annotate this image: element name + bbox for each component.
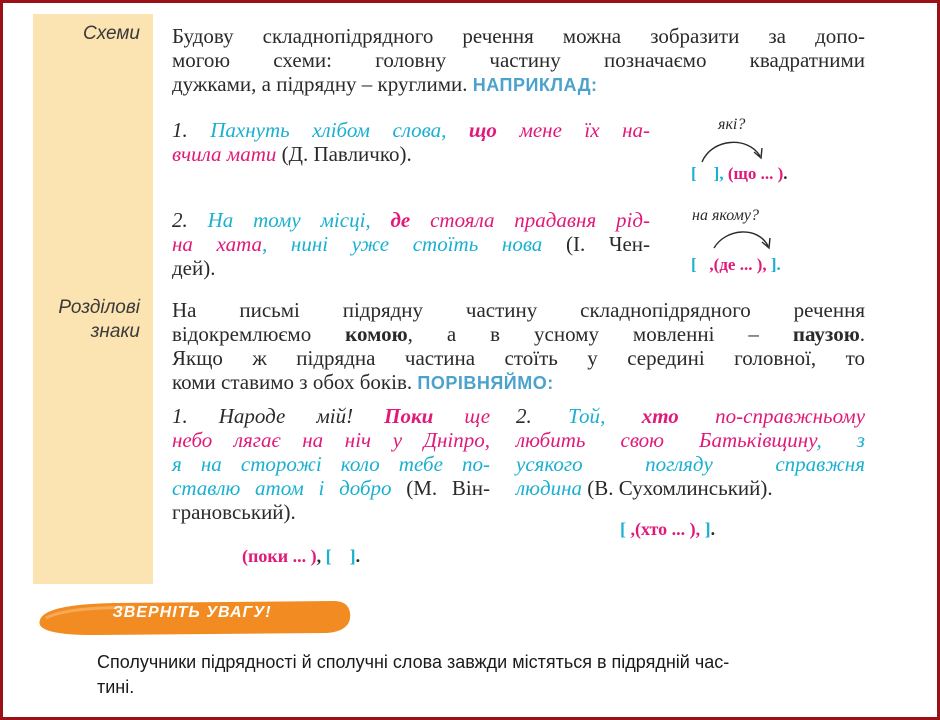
compare-example-2: 2. Той, хто по-справжньому любить свою Батьківщину, з усякого поглядy справжня людина (В. Сухомлинський). [516,404,866,500]
scheme-1: [ ], (що ... ). [691,164,788,183]
question-label-2: на якому? [692,207,759,224]
scheme-2: [ ,(де ... ), ]. [691,255,781,274]
keyword-compare: ПОРІВНЯЙМО: [417,373,554,393]
attention-banner-title: ЗВЕРНІТЬ УВАГУ! [112,604,272,621]
compare-scheme-1: (поки ... ), [ ]. [242,546,361,566]
compare-scheme-2: [ ,(хто ... ), ]. [620,519,716,539]
keyword-example: НАПРИКЛАД: [472,75,598,95]
arc-arrow-1 [700,136,770,166]
schemes-intro: Будову складнопідрядного речення можна зобразити за допо- могою схеми: головну частину позначаємо квадратними дужками, а підрядну – круглими. НАПРИКЛАД: [172,24,865,96]
compare-example-1: 1. Народе мій! Поки ще небо лягає на ніч у Дніпро, я на сторожі коло тебе по- ставлю атом і добро (М. Він- грановський). [172,404,491,524]
scheme-example-1: 1. Пахнуть хлібом слова, що мене їх на- вчила мати (Д. Павличко). [172,118,650,166]
attention-note: Сполучники підрядності й сполучні слова завжди містяться в підрядній час- тині. [97,652,730,697]
punctuation-paragraph: На письмі підрядну частину складнопідрядного речення відокремлюємо комою, а в усному мовленні – паузою. Якщо ж підрядна частина стоїть у середині головної, то коми ставимо з обох боків. ПОРІВНЯЙМО: [172,298,865,394]
question-label-1: які? [718,116,746,133]
scheme-example-2: 2. На тому місці, де стояла прадавня рід- на хата, нині уже стоїть нова (І. Чен- дей). [172,208,651,280]
side-label-punctuation: Розділові знаки [58,297,140,342]
side-label-schemes: Схеми [83,23,140,44]
arc-arrow-2 [712,226,778,256]
